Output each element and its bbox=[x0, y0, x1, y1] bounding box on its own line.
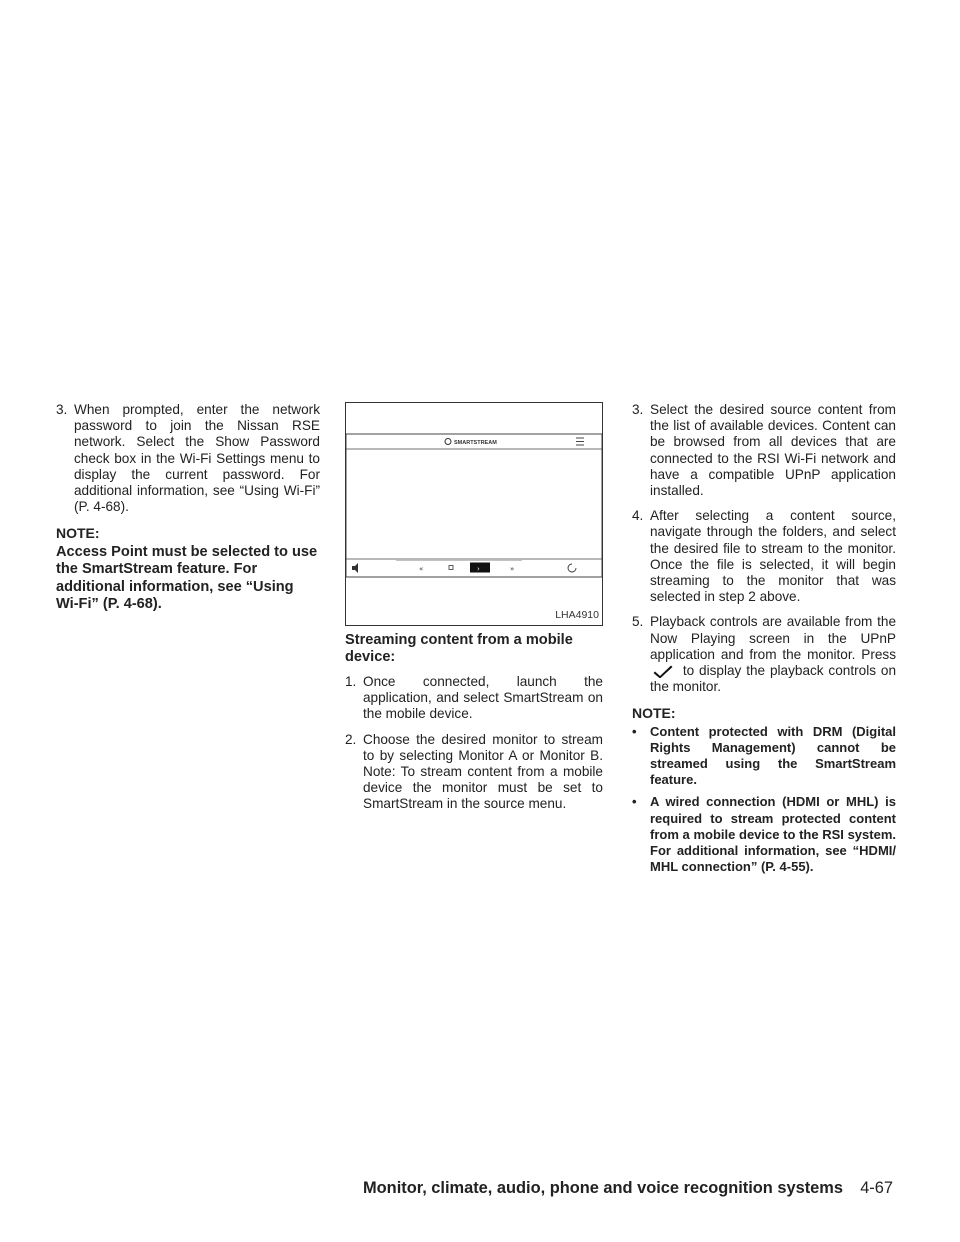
step-3-connect bbox=[56, 402, 320, 515]
step-4 bbox=[632, 508, 896, 605]
step-1 bbox=[345, 674, 603, 723]
step-text bbox=[650, 614, 896, 695]
step-2 bbox=[345, 732, 603, 813]
step-5 bbox=[632, 614, 896, 695]
step-text: Once connected, launch the application, and select SmartStream on the mobile device. bbox=[363, 674, 603, 722]
step-number: 4. bbox=[632, 508, 644, 524]
step-text-after: to display the playback controls on the monitor. bbox=[650, 663, 897, 695]
step-number: 3. bbox=[56, 402, 68, 417]
stop-icon bbox=[449, 566, 453, 570]
note-bullet-drm bbox=[632, 724, 896, 789]
column-middle bbox=[345, 402, 603, 822]
bullet-text: A wired connection (HDMI or MHL) is required to stream protected content from a mobile device to the RSI system. For additional information, see “HDMI/ MHL connection” (P. 4-55). bbox=[650, 794, 896, 875]
volume-icon bbox=[352, 563, 358, 573]
checkmark-icon bbox=[650, 664, 678, 678]
smartstream-screen-figure bbox=[345, 402, 603, 626]
page-footer bbox=[0, 1179, 960, 1203]
note-body: Access Point must be selected to use the SmartStream feature. For additional information, see “Using Wi-Fi” (P. 4-68). bbox=[56, 543, 318, 613]
smartstream-logo-icon bbox=[445, 439, 451, 445]
step-text-before: Playback controls are available from the Now Playing screen in the UPnP application and from the monitor. Press bbox=[650, 614, 896, 662]
step-text: Select the desired source content from the list of available devices. Content can be browsed from all devices that are connected to the RSI Wi-Fi network and have a compatible UPnP application installed. bbox=[650, 402, 896, 499]
column-right bbox=[632, 402, 896, 881]
app-name: SMARTSTREAM bbox=[454, 440, 497, 446]
step-text: Choose the desired monitor to stream to by selecting Monitor A or Monitor B. Note: To stream content from a mobile device the monitor must be set to SmartStream in the source menu. bbox=[363, 731, 603, 812]
chapter-title: Monitor, climate, audio, phone and voice recognition systems bbox=[363, 1179, 843, 1197]
step-3 bbox=[632, 402, 896, 499]
bullet-glyph: • bbox=[632, 723, 637, 739]
play-button-highlight bbox=[470, 563, 490, 573]
menu-icon bbox=[576, 438, 584, 445]
column-left bbox=[56, 402, 320, 614]
step-number: 3. bbox=[632, 402, 644, 417]
power-icon bbox=[568, 564, 576, 572]
fast-forward-icon: » bbox=[510, 565, 515, 573]
section-heading: Streaming content from a mobile device: bbox=[345, 632, 573, 665]
note-heading: NOTE: bbox=[56, 525, 100, 542]
note-heading: NOTE: bbox=[632, 705, 676, 722]
step-text: When prompted, enter the network password to join the Nissan RSE network. Select the Show Password check box in the Wi-Fi Settings menu to display the current password. For additional information, see “Using Wi-Fi” (P. 4-68). bbox=[74, 402, 320, 515]
figure-code: LHA4910 bbox=[555, 608, 599, 621]
rewind-icon: « bbox=[419, 565, 424, 573]
bullet-text: Content protected with DRM (Digital Rights Management) cannot be streamed using the SmartStream feature. bbox=[650, 723, 896, 788]
smartstream-screen-illustration bbox=[346, 403, 602, 625]
step-number: 5. bbox=[632, 614, 644, 630]
step-text: After selecting a content source, navigate through the folders, and select the desired file to stream to the monitor. Once the file is selected, it will begin streaming to the monitor that was selected in step 2 above. bbox=[650, 508, 896, 605]
note-bullet-wired bbox=[632, 794, 896, 875]
step-number: 2. bbox=[345, 731, 357, 747]
step-number: 1. bbox=[345, 674, 357, 689]
bullet-glyph: • bbox=[632, 794, 637, 810]
play-icon: › bbox=[477, 565, 480, 573]
page-number: 4-67 bbox=[860, 1179, 893, 1197]
